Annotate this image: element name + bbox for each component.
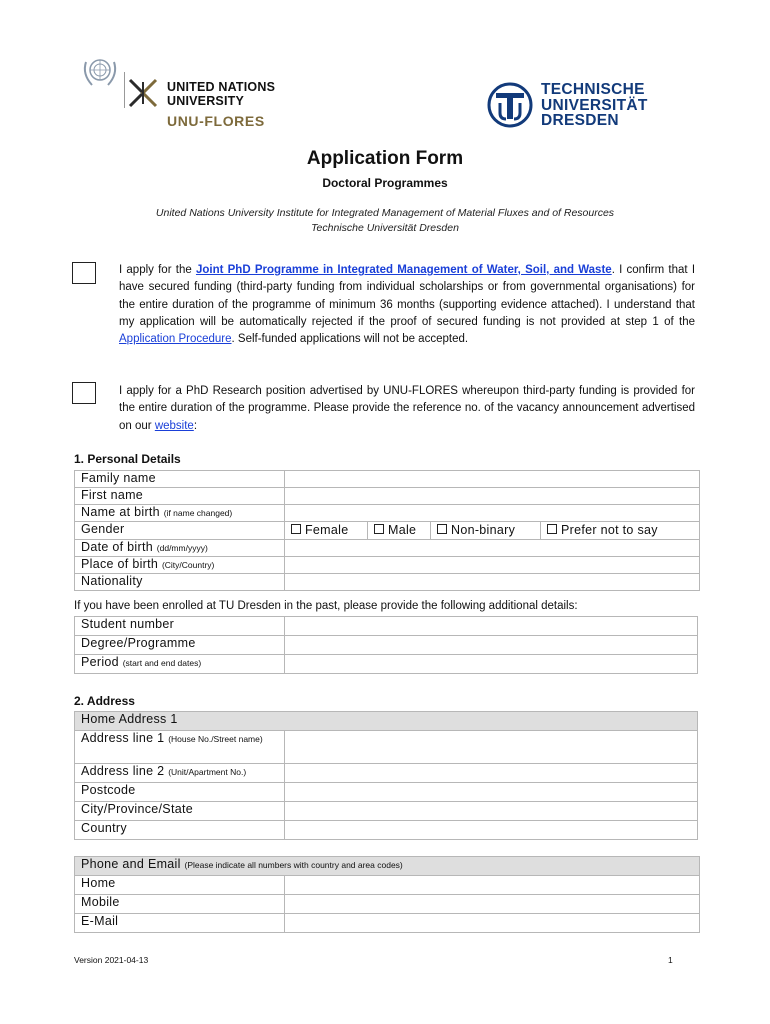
research-position-suffix: : <box>193 419 198 432</box>
joint-phd-text <box>119 262 695 348</box>
page-number: 1 <box>668 955 673 965</box>
unu-name-line2: UNIVERSITY <box>167 94 245 108</box>
family-name-field[interactable] <box>285 471 700 488</box>
degree-field[interactable] <box>285 636 698 655</box>
personal-details-heading: 1. Personal Details <box>74 452 181 466</box>
first-name-field[interactable] <box>285 488 700 505</box>
dob-label <box>75 540 285 557</box>
city-field[interactable] <box>285 802 698 821</box>
postcode-field[interactable] <box>285 783 698 802</box>
checkbox-icon <box>291 524 301 534</box>
degree-label: Degree/Programme <box>75 636 285 655</box>
dob-text: Date of birth <box>81 540 153 554</box>
tud-name-line3: DRESDEN <box>541 112 619 129</box>
research-position-body: I apply for a PhD Research position advertised by UNU-FLORES whereupon third-party funding is provided for the entire duration of the programme. Please provide the reference no. of the vacancy announcement advertised on our <box>119 385 695 432</box>
website-link[interactable]: website <box>154 419 194 432</box>
mobile-field[interactable] <box>285 895 700 914</box>
dob-field[interactable] <box>285 540 700 557</box>
home-phone-field[interactable] <box>285 876 700 895</box>
tud-mark-icon <box>486 81 534 129</box>
tu-dresden-note: If you have been enrolled at TU Dresden in the past, please provide the following additional details: <box>74 600 578 612</box>
nationality-label: Nationality <box>75 574 285 591</box>
unu-mark-icon <box>128 78 158 108</box>
name-at-birth-label <box>75 505 285 522</box>
form-subtitle: Doctoral Programmes <box>322 176 448 190</box>
first-name-label: First name <box>75 488 285 505</box>
checkbox-icon <box>547 524 557 534</box>
pob-field[interactable] <box>285 557 700 574</box>
name-at-birth-note: (if name changed) <box>163 508 233 518</box>
gender-male-option[interactable] <box>368 522 431 539</box>
gender-prefer-not-option[interactable] <box>541 522 664 539</box>
home-address-header: Home Address 1 <box>75 712 698 731</box>
logo-divider <box>124 72 125 108</box>
joint-phd-prefix: I apply for the <box>119 264 196 276</box>
un-emblem-logo <box>80 52 120 92</box>
period-text: Period <box>81 655 119 669</box>
tud-name-line2: UNIVERSITÄT <box>541 96 648 114</box>
pob-label <box>75 557 285 574</box>
phone-email-header <box>75 857 700 876</box>
email-field[interactable] <box>285 914 700 933</box>
home-phone-label: Home <box>75 876 285 895</box>
name-at-birth-text: Name at birth <box>81 505 160 519</box>
mobile-label: Mobile <box>75 895 285 914</box>
joint-phd-suffix: . Self-funded applications will not be accepted. <box>231 333 469 346</box>
institution-2: Technische Universität Dresden <box>311 222 459 234</box>
tud-name <box>541 82 648 129</box>
gender-female-label: Female <box>305 523 349 537</box>
form-title: Application Form <box>306 148 464 169</box>
personal-details-table <box>74 470 700 591</box>
pob-text: Place of birth <box>81 557 159 571</box>
period-field[interactable] <box>285 655 698 674</box>
gender-nonbinary-option[interactable] <box>431 522 541 539</box>
name-at-birth-field[interactable] <box>285 505 700 522</box>
student-number-label: Student number <box>75 617 285 636</box>
gender-prefer-not-label: Prefer not to say <box>561 523 658 537</box>
version-footer: Version 2021-04-13 <box>74 955 149 965</box>
country-field[interactable] <box>285 821 698 840</box>
gender-label: Gender <box>75 522 285 540</box>
institutions <box>0 206 770 236</box>
postcode-label: Postcode <box>75 783 285 802</box>
dob-note: (dd/mm/yyyy) <box>156 543 208 553</box>
institution-1: United Nations University Institute for Integrated Management of Material Fluxes and of Resources <box>155 207 615 219</box>
address-heading: 2. Address <box>74 694 135 708</box>
research-position-text <box>119 383 695 435</box>
address-line1-label <box>75 731 285 764</box>
gender-nonbinary-label: Non-binary <box>451 523 516 537</box>
unu-flores-label: UNU-FLORES <box>167 113 265 129</box>
checkbox-icon <box>437 524 447 534</box>
address-line2-label <box>75 764 285 783</box>
country-label: Country <box>75 821 285 840</box>
tud-name-line1: TECHNISCHE <box>541 81 645 98</box>
phone-email-table <box>74 856 700 933</box>
email-label: E-Mail <box>75 914 285 933</box>
student-number-field[interactable] <box>285 617 698 636</box>
phone-email-note: (Please indicate all numbers with country and area codes) <box>184 860 403 870</box>
joint-phd-checkbox[interactable] <box>72 262 96 284</box>
research-position-checkbox[interactable] <box>72 382 96 404</box>
address-line1-text: Address line 1 <box>81 731 165 745</box>
checkbox-icon <box>374 524 384 534</box>
address-line2-note: (Unit/Apartment No.) <box>168 767 247 777</box>
nationality-field[interactable] <box>285 574 700 591</box>
pob-note: (City/Country) <box>161 560 215 570</box>
city-label: City/Province/State <box>75 802 285 821</box>
gender-male-label: Male <box>388 523 417 537</box>
address-table <box>74 711 698 840</box>
address-line1-note: (House No./Street name) <box>168 734 263 744</box>
unu-name-line1: UNITED NATIONS <box>167 80 276 94</box>
address-line1-field[interactable] <box>285 731 698 764</box>
gender-female-option[interactable] <box>285 522 368 539</box>
joint-phd-middle: . I confirm that I have secured funding (third-party funding from individual scholarships or from governmental organisations) for the entire duration of the programme of minimum 36 months (supporting evidence attached). I understand that my application will be automatically rejected if the proof of secured funding is not provided at step 1 of the <box>119 264 696 328</box>
period-note: (start and end dates) <box>122 658 202 668</box>
period-label <box>75 655 285 674</box>
joint-phd-link[interactable]: Joint PhD Programme in Integrated Management of Water, Soil, and Waste <box>195 264 612 276</box>
phone-email-text: Phone and Email <box>81 857 181 871</box>
address-line2-text: Address line 2 <box>81 764 165 778</box>
tu-dresden-table <box>74 616 698 674</box>
application-procedure-link[interactable]: Application Procedure <box>119 333 232 346</box>
gender-options <box>285 522 700 540</box>
family-name-label: Family name <box>75 471 285 488</box>
address-line2-field[interactable] <box>285 764 698 783</box>
